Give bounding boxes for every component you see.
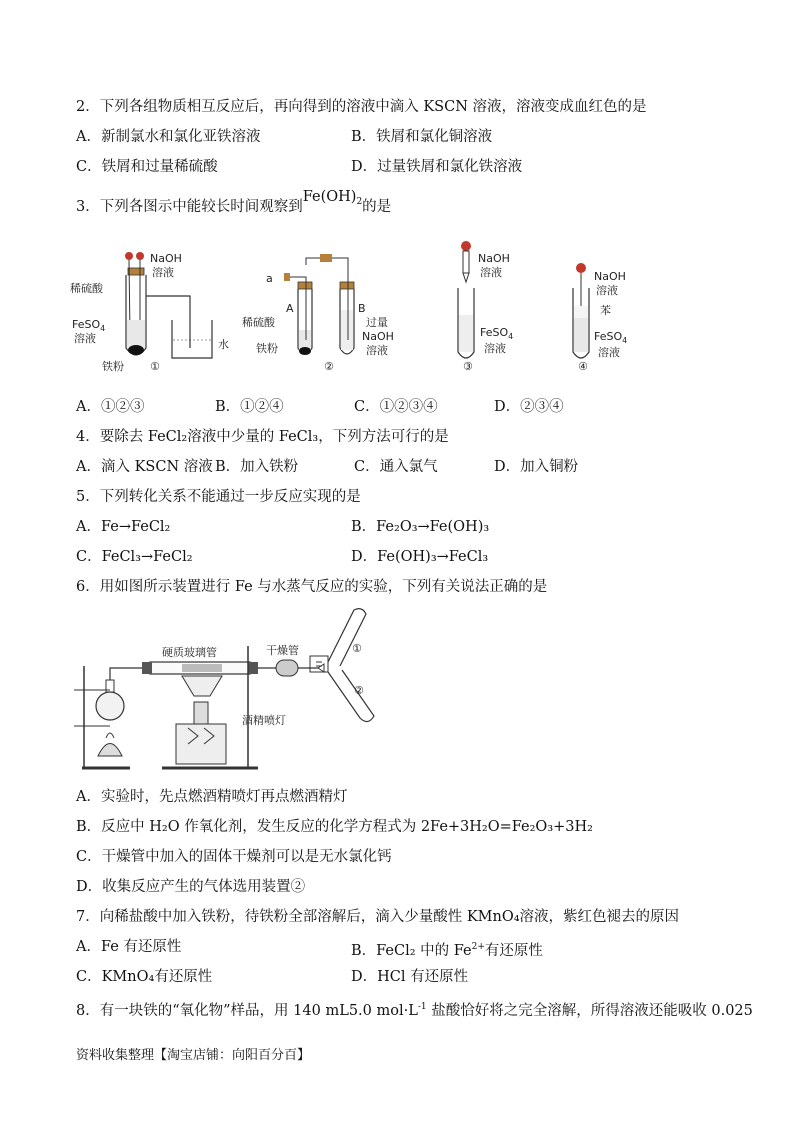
fig4-feso4-solution-label: 溶液 — [598, 346, 620, 359]
q3-option-a: A．①②③ — [76, 399, 145, 415]
fig4-naoh-label: NaOH — [594, 270, 626, 283]
hard-glass-tube-label: 硬质玻璃管 — [162, 646, 217, 659]
fig1-feso4-label: FeSO$_4$ — [72, 318, 106, 333]
q4-stem: 4．要除去 FeCl₂溶液中少量的 FeCl₃，下列方法可行的是 — [76, 429, 449, 445]
q7-option-b-pre: B．FeCl₂ 中的 Fe — [351, 943, 472, 959]
q2-option-a: A．新制氯水和氯化亚铁溶液 — [76, 129, 261, 145]
q3-apparatus-figure — [70, 240, 650, 380]
q6-stem: 6．用如图所示装置进行 Fe 与水蒸气反应的实验，下列有关说法正确的是 — [76, 579, 548, 595]
tube-1-number: ① — [352, 642, 362, 655]
stopper-b — [340, 282, 354, 289]
fig2-number: ② — [324, 360, 334, 373]
tube-2 — [328, 670, 374, 722]
fig2-a-label: a — [266, 272, 273, 285]
stopper — [128, 268, 144, 275]
q6-option-a: A．实验时，先点燃酒精喷灯再点燃酒精灯 — [76, 789, 348, 805]
q6-option-b: B．反应中 H₂O 作氧化剂，发生反应的化学方程式为 2Fe+3H₂O=Fe₂O₃+3H₂ — [76, 819, 593, 835]
q5-stem: 5．下列转化关系不能通过一步反应实现的是 — [76, 489, 361, 505]
iron-powder — [128, 345, 144, 355]
q7-option-c: C．KMnO₄有还原性 — [76, 969, 213, 985]
fig4-solution-label: 溶液 — [596, 284, 618, 297]
hard-glass-tube — [110, 662, 258, 696]
q7-option-b-post: 有还原性 — [484, 943, 543, 959]
page-footer: 资料收集整理【淘宝店铺：向阳百分百】 — [76, 1048, 311, 1063]
fig1-iron-powder-label: 铁粉 — [102, 360, 124, 373]
alcohol-lamp — [98, 744, 122, 757]
alcohol-blast-lamp — [176, 724, 226, 764]
q3-stem-pre: 3．下列各图示中能较长时间观察到 — [76, 199, 303, 215]
q4-option-d: D．加入铜粉 — [494, 459, 579, 475]
q7-option-b — [351, 937, 543, 961]
fig4-number: ④ — [578, 360, 588, 373]
flask-stand — [74, 666, 130, 768]
fig2-excess-label: 过量 — [366, 316, 388, 329]
fig1-feso4-solution-label: 溶液 — [74, 332, 96, 345]
q4-option-b: B．加入铁粉 — [215, 459, 299, 475]
q5-option-c: C．FeCl₃→FeCl₂ — [76, 549, 193, 565]
q3-stem-post: 的是 — [362, 199, 392, 215]
q7-option-a: A．Fe 有还原性 — [76, 939, 182, 955]
q6-option-c: C．干燥管中加入的固体干燥剂可以是无水氯化钙 — [76, 849, 392, 865]
q7-option-d: D．HCl 有还原性 — [351, 969, 469, 985]
tube-2-number: ② — [354, 684, 364, 697]
q2-option-d: D．过量铁屑和氯化铁溶液 — [351, 159, 523, 175]
alcohol-blast-lamp-label: 酒精喷灯 — [242, 714, 286, 727]
fig1-water-label: 水 — [218, 338, 229, 351]
fig3-feso4-label: FeSO$_4$ — [480, 326, 514, 341]
fig1-number: ① — [150, 360, 160, 373]
fig3-feso4-solution-label: 溶液 — [484, 342, 506, 355]
fig2-dilute-h2so4-label: 稀硫酸 — [242, 316, 275, 329]
fe-oh-subscript: 2 — [356, 197, 363, 207]
dropper-bulb — [461, 241, 471, 251]
q8-stem-pre: 8．有一块铁的“氧化物”样品，用 140 mL5.0 mol·L — [76, 1003, 418, 1019]
fig1-dilute-h2so4-label: 稀硫酸 — [70, 282, 103, 295]
fig3-number: ③ — [463, 360, 473, 373]
dropper-bulb — [136, 252, 144, 260]
figure-4-apparatus — [573, 263, 627, 373]
dropper-bulb — [576, 263, 586, 273]
unit-superscript: -1 — [417, 1002, 427, 1012]
q4-option-a: A．滴入 KSCN 溶液 — [76, 459, 213, 475]
fig2-naoh-label: NaOH — [362, 330, 394, 343]
q3-option-b: B．①②④ — [215, 399, 284, 415]
fig3-solution-label: 溶液 — [480, 266, 502, 279]
q2-stem: 2．下列各组物质相互反应后，再向得到的溶液中滴入 KSCN 溶液，溶液变成血红色的是 — [76, 99, 647, 115]
q3-stem-formula — [303, 189, 362, 205]
q2-option-b: B．铁屑和氯化铜溶液 — [351, 129, 493, 145]
q6-apparatus-figure — [70, 606, 400, 776]
q2-option-c: C．铁屑和过量稀硫酸 — [76, 159, 218, 175]
fig2-solution-label: 溶液 — [366, 344, 388, 357]
stopper-a — [298, 282, 312, 289]
fe-oh-formula: Fe(OH) — [302, 189, 357, 205]
gas-collection-setup — [310, 609, 374, 722]
q6-option-d: D．收集反应产生的气体选用装置② — [76, 879, 306, 895]
q5-option-b: B．Fe₂O₃→Fe(OH)₃ — [351, 519, 490, 535]
q8-stem-post: 盐酸恰好将之完全溶解，所得溶液还能吸收 0.025 — [426, 1003, 753, 1019]
figure-2-apparatus — [242, 254, 394, 373]
figure-1-apparatus — [70, 252, 229, 373]
q5-option-d: D．Fe(OH)₃→FeCl₃ — [351, 549, 489, 565]
clamp-a — [284, 273, 290, 281]
figure-3-apparatus — [458, 241, 513, 373]
q3-option-d: D．②③④ — [494, 399, 564, 415]
q3-stem — [76, 189, 392, 222]
q3-option-c: C．①②③④ — [354, 399, 438, 415]
round-bottom-flask — [96, 692, 124, 720]
fig2-B-label: B — [358, 302, 366, 315]
drying-tube — [258, 660, 324, 676]
q5-option-a: A．Fe→FeCl₂ — [76, 519, 171, 535]
dropper-bulb — [125, 252, 133, 260]
q8-stem — [76, 997, 753, 1021]
fig2-A-label: A — [286, 302, 294, 315]
q7-stem: 7．向稀盐酸中加入铁粉，待铁粉全部溶解后，滴入少量酸性 KMnO₄溶液，紫红色褪去的原因 — [76, 909, 680, 925]
fe-charge-superscript: 2+ — [471, 942, 485, 952]
q4-option-c: C．通入氯气 — [354, 459, 438, 475]
fig4-benzene-label: 苯 — [600, 304, 611, 317]
delivery-tube — [146, 296, 190, 348]
fig1-naoh-label: NaOH — [150, 252, 182, 265]
fig3-naoh-label: NaOH — [478, 252, 510, 265]
drying-tube-label: 干燥管 — [266, 644, 299, 657]
beaker — [172, 320, 212, 358]
clamp-top — [320, 254, 332, 262]
fig4-feso4-label: FeSO$_4$ — [594, 330, 628, 345]
fig1-solution-label: 溶液 — [152, 266, 174, 279]
tube-1 — [328, 609, 366, 666]
fig2-iron-powder-label: 铁粉 — [256, 342, 278, 355]
